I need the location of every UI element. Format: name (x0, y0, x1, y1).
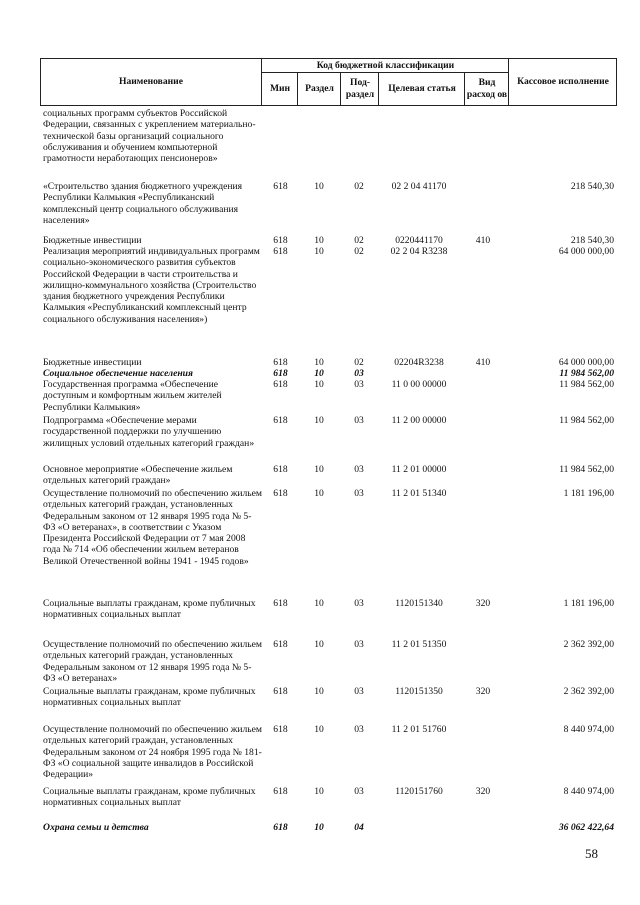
table-row (40, 786, 617, 822)
row-name: Осуществление полномочий по обеспечению жильем отдельных категорий граждан, установленных Федеральным законом от 24 ноября 1995 года № 181-ФЗ «О социальной защите инвалидов в Российской Федерации» (43, 724, 262, 781)
row-celevaya: 11 0 00 00000 (391, 379, 447, 390)
row-name: Осуществление полномочий по обеспечению жильем отдельных категорий граждан, установленных Федеральным законом от 12 января 1995 года № 5-ФЗ «О ветеранах», в соответствии с Указом Президента Российской Федерации от 7 мая 2008 года № 714 «Об обеспечении жильем ветеранов Великой Отечественной войны 1941 - 1945 годов» (43, 488, 262, 567)
row-name: Социальные выплаты гражданам, кроме публичных нормативных социальных выплат (43, 786, 256, 809)
table-row (40, 686, 617, 724)
row-name: Бюджетные инвестиции (43, 357, 142, 368)
row-celevaya: 11 2 01 51760 (391, 724, 447, 735)
header-kassovoe: Кассовое исполнение (508, 59, 617, 105)
row-podrazdel: 03 (354, 464, 364, 475)
row-name: «Строительство здания бюджетного учреждения Республики Калмыкия «Республиканский комплексный центр социального обслуживания населения» (43, 181, 243, 226)
row-name: Осуществление полномочий по обеспечению жильем отдельных категорий граждан, установленных Федеральным законом от 12 января 1995 года № 5-ФЗ «О ветеранах» (43, 639, 262, 684)
row-name: Подпрограмма «Обеспечение мерами государственной поддержки по улучшению жилищных условий отдельных категорий граждан» (43, 415, 255, 449)
row-podrazdel: 03 (354, 639, 364, 650)
row-celevaya: 11 2 01 51350 (391, 639, 447, 650)
row-celevaya: 11 2 01 51340 (391, 488, 447, 499)
row-razdel (299, 108, 339, 181)
row-vid: 320 (475, 598, 491, 609)
row-min: 618 (273, 488, 288, 499)
row-min: 618 (273, 181, 288, 192)
row-summa (507, 108, 617, 181)
table-row (40, 246, 617, 357)
row-min: 618 (273, 724, 288, 735)
row-razdel: 10 (314, 246, 324, 257)
row-celevaya: 1120151760 (395, 786, 443, 797)
row-min: 618 (273, 464, 288, 475)
row-summa: 1 181 196,00 (563, 488, 614, 499)
row-vid (459, 181, 507, 235)
header-kbk: Код бюджетной классификации (261, 59, 509, 73)
row-razdel: 10 (314, 724, 324, 735)
row-summa: 2 362 392,00 (563, 686, 614, 697)
row-name: Государственная программа «Обеспечение доступным и комфортным жильем жителей Республики Калмыкия» (43, 379, 222, 413)
row-name: Социальное обеспечение населения (43, 368, 193, 379)
table-row (40, 368, 617, 379)
row-min: 618 (273, 686, 288, 697)
row-summa: 36 062 422,64 (558, 822, 614, 833)
row-summa: 11 984 562,00 (559, 368, 614, 379)
table-row (40, 598, 617, 639)
row-celevaya: 11 2 01 00000 (391, 464, 447, 475)
row-min: 618 (273, 379, 288, 390)
table-row (40, 639, 617, 686)
table-row (40, 415, 617, 464)
row-vid: 410 (475, 357, 491, 368)
row-vid (459, 724, 507, 786)
row-summa: 11 984 562,00 (559, 464, 614, 475)
row-summa: 218 540,30 (570, 181, 614, 192)
row-summa: 64 000 000,00 (558, 246, 614, 257)
header-name: Наименование (119, 76, 183, 88)
row-vid (459, 108, 507, 181)
row-razdel: 10 (314, 822, 324, 833)
row-summa: 11 984 562,00 (559, 379, 614, 390)
row-vid (459, 639, 507, 686)
row-vid (459, 246, 507, 357)
row-name: Социальные выплаты гражданам, кроме публичных нормативных социальных выплат (43, 598, 256, 621)
row-celevaya: 02 2 04 41170 (391, 181, 447, 192)
row-summa: 8 440 974,00 (563, 724, 614, 735)
table-row (40, 464, 617, 488)
row-podrazdel: 02 (354, 246, 364, 257)
row-vid: 320 (475, 686, 491, 697)
row-celevaya: 11 2 00 00000 (391, 415, 447, 426)
row-min: 618 (273, 415, 288, 426)
row-min: 618 (273, 822, 288, 833)
row-celevaya: 0220441170 (395, 235, 443, 246)
header-podrazdel: Под-раздел (340, 72, 379, 105)
row-podrazdel: 03 (354, 415, 364, 426)
table-row (40, 357, 617, 368)
table-row (40, 822, 617, 834)
row-podrazdel: 02 (354, 181, 364, 192)
row-summa: 2 362 392,00 (563, 639, 614, 650)
row-podrazdel: 03 (354, 686, 364, 697)
row-podrazdel: 03 (354, 368, 364, 379)
row-podrazdel (339, 108, 379, 181)
row-min: 618 (273, 235, 288, 246)
row-summa: 1 181 196,00 (563, 598, 614, 609)
row-name: Реализация мероприятий индивидуальных программ социально-экономического развития субъектов Российской Федерации в части строительства и жилищно-коммунального хозяйства (Строительство здания бюджетного учреждения Республики Калмыкия «Республиканский комплексный центр социального обслуживания населения») (43, 246, 260, 325)
header-razdel: Раздел (297, 72, 341, 105)
row-razdel: 10 (314, 368, 324, 379)
row-razdel: 10 (314, 786, 324, 797)
row-podrazdel: 04 (354, 822, 364, 833)
row-min: 618 (273, 246, 288, 257)
row-summa: 218 540,30 (570, 235, 614, 246)
row-razdel: 10 (314, 686, 324, 697)
row-razdel: 10 (314, 598, 324, 609)
row-vid: 410 (475, 235, 491, 246)
row-podrazdel: 02 (354, 357, 364, 368)
row-min (262, 108, 299, 181)
table-row (40, 379, 617, 415)
row-name: Основное мероприятие «Обеспечение жильем отдельных категорий граждан» (43, 464, 233, 487)
row-min: 618 (273, 786, 288, 797)
header-vid: Вид расход ов (464, 72, 509, 105)
row-vid (459, 464, 507, 488)
row-vid (459, 488, 507, 598)
row-podrazdel: 02 (354, 235, 364, 246)
row-celevaya: 02 2 04 R3238 (390, 246, 448, 257)
row-razdel: 10 (314, 639, 324, 650)
row-name: социальных программ субъектов Российской Федерации, связанных с укреплением материально-технической базы организаций социального обслуживания и обучением компьютерной грамотности неработающих пенсионеров» (43, 108, 256, 165)
row-min: 618 (273, 368, 288, 379)
row-razdel: 10 (314, 488, 324, 499)
row-summa: 8 440 974,00 (563, 786, 614, 797)
table-row (40, 235, 617, 246)
row-vid: 320 (475, 786, 491, 797)
row-podrazdel: 03 (354, 786, 364, 797)
row-vid (459, 368, 507, 379)
row-min: 618 (273, 357, 288, 368)
row-razdel: 10 (314, 235, 324, 246)
header-celevaya: Целевая статья (378, 72, 465, 105)
table-header (40, 58, 617, 106)
row-podrazdel: 03 (354, 598, 364, 609)
row-summa: 64 000 000,00 (558, 357, 614, 368)
row-razdel: 10 (314, 181, 324, 192)
row-min: 618 (273, 598, 288, 609)
row-celevaya: 02204R3238 (394, 357, 444, 368)
row-razdel: 10 (314, 357, 324, 368)
row-razdel: 10 (314, 415, 324, 426)
row-celevaya: 1120151340 (395, 598, 443, 609)
row-vid (459, 379, 507, 415)
table-row (40, 108, 617, 181)
table-row (40, 488, 617, 598)
header-min: Мин (261, 72, 298, 105)
table-body (40, 108, 617, 834)
page-number: 58 (585, 846, 598, 861)
row-vid (459, 822, 507, 834)
row-celevaya (379, 368, 459, 379)
row-celevaya: 1120151350 (395, 686, 443, 697)
row-celevaya (379, 108, 459, 181)
row-razdel: 10 (314, 379, 324, 390)
row-name: Социальные выплаты гражданам, кроме публичных нормативных социальных выплат (43, 686, 256, 709)
row-summa: 11 984 562,00 (559, 415, 614, 426)
table-row (40, 181, 617, 235)
row-min: 618 (273, 639, 288, 650)
row-podrazdel: 03 (354, 488, 364, 499)
row-vid (459, 415, 507, 464)
row-name: Охрана семьи и детства (43, 822, 149, 833)
row-name: Бюджетные инвестиции (43, 235, 142, 246)
row-podrazdel: 03 (354, 724, 364, 735)
row-razdel: 10 (314, 464, 324, 475)
row-celevaya (379, 822, 459, 834)
table-row (40, 724, 617, 786)
row-podrazdel: 03 (354, 379, 364, 390)
